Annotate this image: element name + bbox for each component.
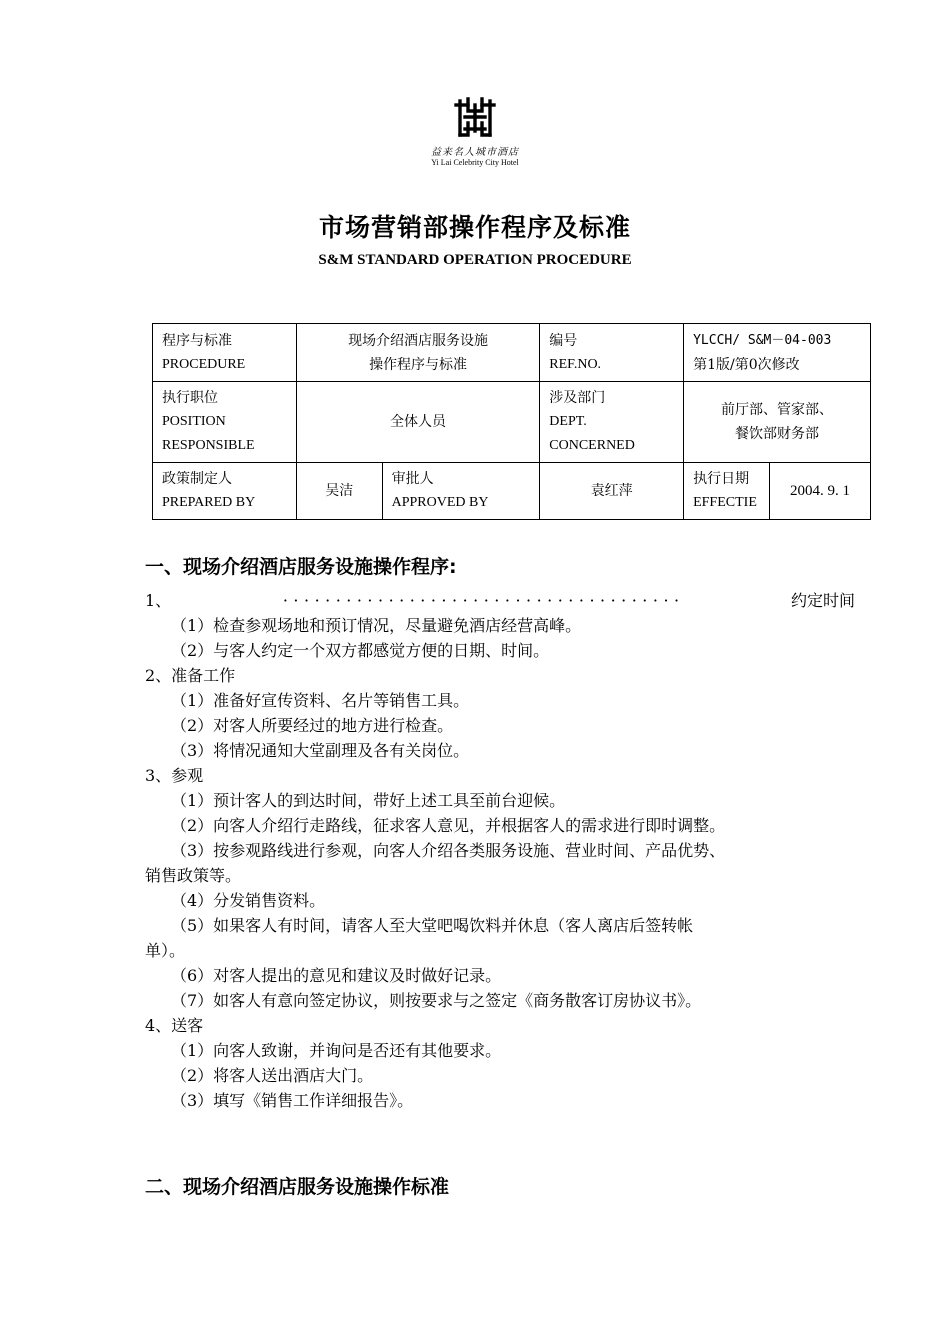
dept-label-cell — [540, 382, 684, 463]
effective-label-cell — [684, 463, 770, 520]
document-title-en: S&M STANDARD OPERATION PROCEDURE — [318, 252, 632, 268]
step-1-number: 1、 — [145, 591, 172, 610]
section1-heading: 一、现场介绍酒店服务设施操作程序: — [145, 556, 457, 578]
dept-label-cn: 涉及部门 — [549, 390, 606, 406]
procedure-steps — [145, 588, 855, 1113]
ref-revision: 第1版/第0次修改 — [693, 356, 800, 373]
document-title-cn: 市场营销部操作程序及标准 — [318, 213, 631, 242]
list-item-continuation: 销售政策等。 — [145, 866, 242, 885]
dept-label-en: CONCERNED — [549, 438, 635, 453]
prepared-label-cell — [153, 463, 297, 520]
position-label-cell — [153, 382, 297, 463]
ref-label-cell — [540, 324, 684, 382]
prepared-value-cell: 吴洁 — [296, 463, 382, 520]
list-item: （2）对客人所要经过的地方进行检查。 — [171, 716, 454, 735]
list-item-continuation: 单）。 — [145, 941, 186, 960]
list-item: （3）填写《销售工作详细报告》。 — [171, 1091, 414, 1110]
step-4-heading: 4、送客 — [145, 1016, 204, 1035]
step-1-heading — [145, 588, 855, 613]
prepared-label-en: PREPARED BY — [162, 495, 256, 510]
hotel-logo-icon — [452, 95, 498, 141]
position-value-cell: 全体人员 — [296, 382, 539, 463]
list-item: （1）向客人致谢，并询问是否还有其他要求。 — [171, 1041, 502, 1060]
procedure-label-cell — [153, 324, 297, 382]
list-item: （7）如客人有意向签定协议，则按要求与之签定《商务散客订房协议书》。 — [171, 991, 702, 1010]
approved-label-cell — [382, 463, 540, 520]
table-row — [153, 324, 871, 382]
position-label-en: RESPONSIBLE — [162, 438, 255, 453]
ref-number: YLCCH/ S&M－04-003 — [693, 332, 832, 348]
list-item: （6）对客人提出的意见和建议及时做好记录。 — [171, 966, 502, 985]
list-item: （2）将客人送出酒店大门。 — [171, 1066, 374, 1085]
list-item: （3）将情况通知大堂副理及各有关岗位。 — [171, 741, 470, 760]
effective-date-cell: 2004. 9. 1 — [770, 463, 871, 520]
ref-label-cn: 编号 — [549, 332, 578, 349]
procedure-label-en: PROCEDURE — [162, 356, 246, 372]
dept-value-line: 前厅部、管家部、 — [721, 402, 834, 418]
step-3-heading: 3、参观 — [145, 766, 204, 785]
section2-heading: 二、现场介绍酒店服务设施操作标准 — [145, 1176, 450, 1198]
procedure-info-table — [152, 323, 871, 520]
approved-label-cn: 审批人 — [391, 471, 434, 487]
procedure-value-cell — [296, 324, 539, 382]
list-item: （2）与客人约定一个双方都感觉方便的日期、时间。 — [171, 641, 550, 660]
table-row — [153, 382, 871, 463]
dept-label-en: DEPT. — [549, 414, 587, 429]
leader-dots: · · · · · · · · · · · · · · · · · · · · · · · · · · · · · · · · · · · · · · — [282, 591, 680, 610]
procedure-value-line: 现场介绍酒店服务设施 — [348, 332, 489, 349]
list-item: （1）检查参观场地和预订情况，尽量避免酒店经营高峰。 — [171, 616, 582, 635]
ref-value-cell — [684, 324, 871, 382]
logo-text-cn: 益来名人城市酒店 — [431, 147, 519, 158]
hotel-logo — [420, 95, 530, 175]
list-item: （2）向客人介绍行走路线，征求客人意见，并根据客人的需求进行即时调整。 — [171, 816, 726, 835]
procedure-value-line: 操作程序与标准 — [369, 356, 468, 373]
effective-label-en: EFFECTIE — [693, 495, 757, 510]
position-label-en: POSITION — [162, 414, 226, 429]
list-item: （4）分发销售资料。 — [171, 891, 326, 910]
dept-value-line: 餐饮部财务部 — [735, 426, 820, 442]
step-2-heading: 2、准备工作 — [145, 666, 236, 685]
step-1-title: 约定时间 — [790, 591, 855, 610]
approved-value-cell: 袁红萍 — [540, 463, 684, 520]
position-label-cn: 执行职位 — [162, 390, 218, 406]
list-item: （3）按参观路线进行参观，向客人介绍各类服务设施、营业时间、产品优势、 — [171, 841, 726, 860]
procedure-label-cn: 程序与标准 — [162, 332, 232, 349]
approved-label-en: APPROVED BY — [391, 495, 489, 510]
ref-label-en: REF.NO. — [549, 356, 602, 372]
dept-value-cell — [684, 382, 871, 463]
list-item: （1）预计客人的到达时间，带好上述工具至前台迎候。 — [171, 791, 566, 810]
list-item: （5）如果客人有时间，请客人至大堂吧喝饮料并休息（客人离店后签转帐 — [171, 916, 694, 935]
effective-label-cn: 执行日期 — [693, 471, 750, 487]
logo-text-en: Yi Lai Celebrity City Hotel — [431, 158, 519, 167]
list-item: （1）准备好宣传资料、名片等销售工具。 — [171, 691, 470, 710]
prepared-label-cn: 政策制定人 — [162, 471, 232, 487]
table-row — [153, 463, 871, 520]
